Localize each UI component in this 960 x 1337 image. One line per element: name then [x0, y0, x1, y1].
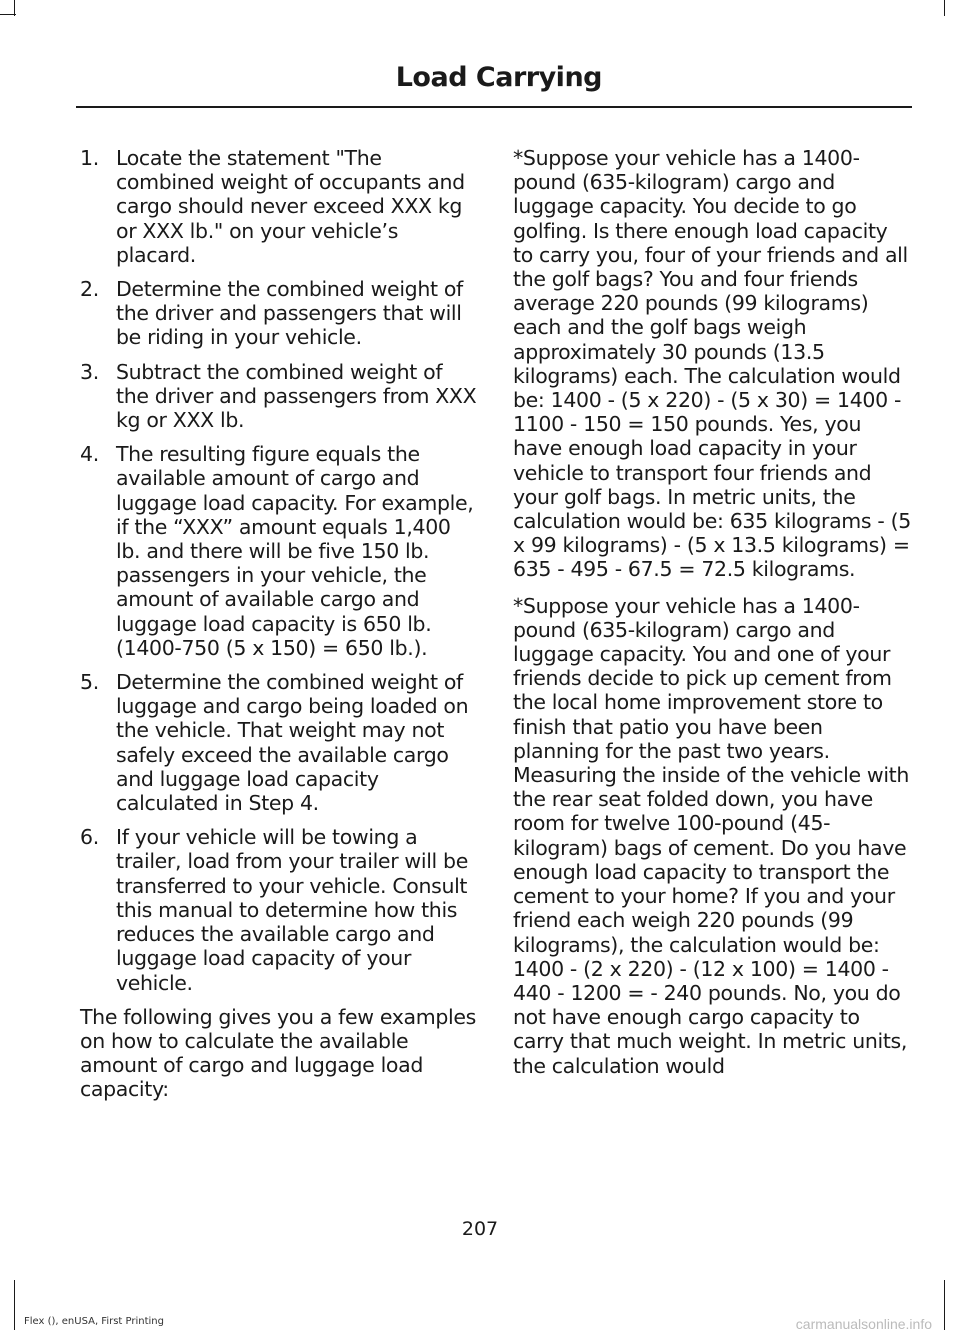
step-number: 1.: [80, 146, 99, 170]
step-number: 5.: [80, 670, 99, 695]
watermark: carmanualsonline.info: [795, 1316, 932, 1332]
crop-mark: [944, 1280, 945, 1330]
step-number: 6.: [80, 825, 99, 850]
list-item: [80, 670, 480, 815]
step-text: Subtract the combined weight of the driver and passengers from XXX kg or XXX lb.: [116, 359, 477, 433]
page-title: Load Carrying: [395, 62, 602, 93]
step-text: Determine the combined weight of the driver and passengers that will be riding in your vehicle.: [116, 277, 463, 350]
list-item: [80, 277, 480, 350]
list-item: [80, 825, 480, 994]
step-text: Locate the statement "The combined weight of occupants and cargo should never exceed XXX kg or XXX lb." on your vehicle’s placard.: [116, 146, 465, 267]
step-text: Determine the combined weight of luggage and cargo being loaded on the vehicle. That weight may not safely exceed the available cargo and luggage load capacity calculated in Step 4.: [116, 670, 469, 816]
left-column: [80, 146, 480, 1114]
step-number: 2.: [80, 277, 99, 302]
step-text: If your vehicle will be towing a trailer, load from your trailer will be transferred to your vehicle. Consult this manual to determine how this reduces the available cargo and luggage load capacity of your vehicle.: [116, 825, 468, 995]
step-text: The resulting figure equals the available amount of cargo and luggage load capacity. For example, if the “XXX” amount equals 1,400 lb. and there will be five 150 lb. passengers in your vehicle, the amount of available cargo and luggage load capacity is 650 lb. (1400-750 (5 x 150) = 650 lb.).: [116, 442, 474, 660]
list-item: [80, 146, 480, 267]
header-divider: [76, 106, 912, 108]
crop-mark: [14, 1280, 15, 1330]
steps-list: [80, 146, 480, 995]
list-item: [80, 360, 480, 433]
page-number: 207: [461, 1218, 499, 1240]
intro-paragraph: The following gives you a few examples on how to calculate the available amount of cargo and luggage load capacity:: [80, 1004, 476, 1102]
example-paragraph-golf: *Suppose your vehicle has a 1400-pound (635-kilogram) cargo and luggage capacity. You decide to go golfing. Is there enough load capacity to carry you, four of your friends and all the golf bags? You and four friends average 220 pounds (99 kilograms) each and the golf bags weigh approximately 30 pounds (13.5 kilograms) each. The calculation would be: 1400 - (5 x 220) - (5 x 30) = 1400 - 1100 - 150 = 150 pounds. Yes, you have enough load capacity in your vehicle to transport four friends and your golf bags. In metric units, the calculation would be: 635 kilograms - (5 x 99 kilograms) - (5 x 13.5 kilograms) = 635 - 495 - 67.5 = 72.5 kilograms.: [513, 146, 911, 582]
list-item: [80, 442, 480, 660]
example-paragraph-cement: *Suppose your vehicle has a 1400-pound (635-kilogram) cargo and luggage capacity. You and one of your friends decide to pick up cement from the local home improvement store to finish that patio you have been planning for the past two years. Measuring the inside of the vehicle with the rear seat folded down, you have room for twelve 100-pound (45-kilogram) bags of cement. Do you have enough load capacity to transport the cement to your home? If you and your friend each weigh 220 pounds (99 kilograms), the calculation would be: 1400 - (2 x 220) - (12 x 100) = 1400 - 440 - 1200 = - 240 pounds. No, you do not have enough cargo capacity to carry that much weight. In metric units, the calculation would: [513, 593, 910, 1078]
step-number: 3.: [80, 359, 99, 384]
right-column: [513, 146, 911, 1090]
step-number: 4.: [80, 442, 99, 467]
crop-mark: [944, 0, 945, 16]
edition-note: Flex (), enUSA, First Printing: [24, 1316, 164, 1327]
crop-mark: [0, 14, 16, 15]
